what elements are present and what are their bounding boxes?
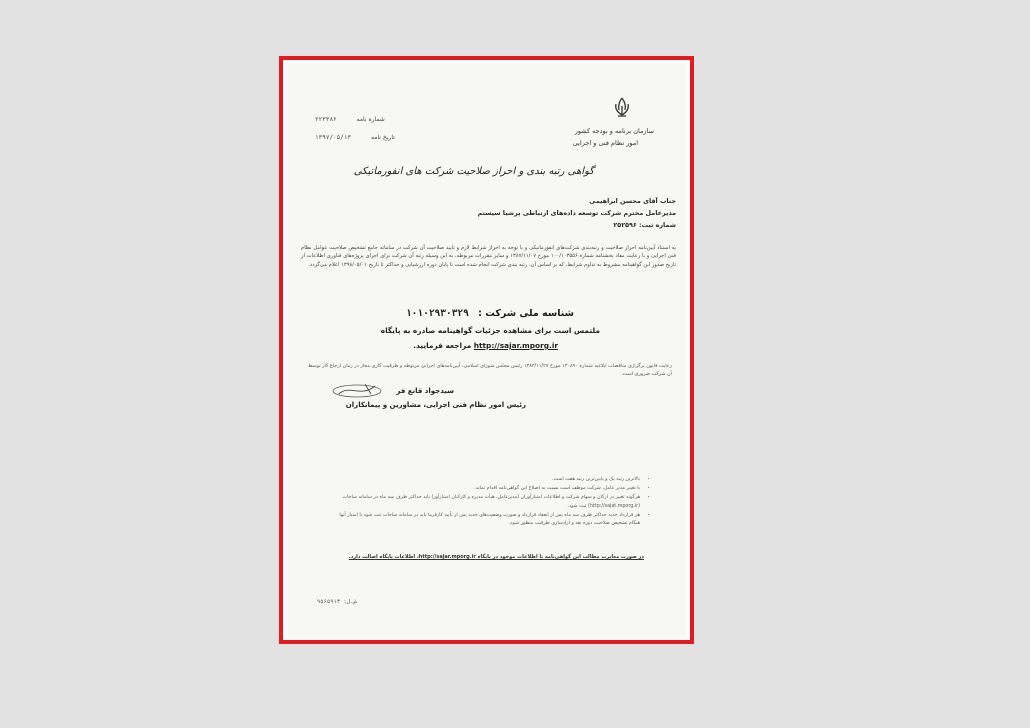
letter-date <box>315 134 395 141</box>
certificate-title: گواهی رتبه بندی و احراز صلاحیت شرکت های انفورماتیکی <box>353 166 594 177</box>
list-item: • هرگونه تغییر در ارکان و سهام شرکت و اطلاعات امتیازآوران (مدیرعامل، هیأت مدیره و کارکنان امتیازآور) باید حداکثر ظرف سه ماه در سامانه ساجات (http://sajat.mporg.ir) ثبت شود. <box>327 494 640 510</box>
iran-emblem-icon <box>610 96 634 118</box>
document-frame <box>279 56 694 644</box>
letter-number <box>315 116 385 123</box>
signatory-position: رئیس امور نظام فنی اجرایی، مشاورین و پیمانکاران <box>345 401 526 409</box>
addressee-name: جناب آقای محسن ابراهیمی <box>589 197 676 205</box>
letter-date-label: تاریخ نامه <box>371 134 395 141</box>
national-id <box>406 308 574 319</box>
certificate-body: به استناد آیین‌نامه احراز صلاحیت و رتبه‌بندی شرکت‌های انفورماتیکی و با توجه به احراز شرایط لازم و تایید صلاحیت آن شرکت در سامانه جامع تشخیص صلاحیت عوامل نظام فنی اجرایی و با رعایت مفاد بخشنامه شماره ۱۰۰/۱۰۳۵۵۶ مورخ ۱۳۸۷/۱۱/۰۷ و سایر مقررات مربوطه، به این وسیله رتبه آن شرکت برای اجرای پروژه‌های فناوری اطلاعات از تاریخ صدور این گواهینامه مشروط به تداوم شرایط، که بر اساس آن، رتبه بندی شرکت انجام شده است تا پایان دوره ارزشیابی و حداکثر تا تاریخ ۱۳۹۸/۰۵/۰۱ اعلام می‌گردد. <box>301 245 676 268</box>
national-id-label: شناسه ملی شرکت : <box>478 308 574 319</box>
list-item: • بالاترین رتبه یک و پایین‌ترین رتبه هفت است. <box>327 476 640 484</box>
registration-number: شماره ثبت: ۲۵۲۵۹۶ <box>613 221 676 229</box>
organization-name: سازمان برنامه و بودجه کشور <box>574 127 654 135</box>
sajar-link[interactable]: http://sajar.mporg.ir <box>473 341 558 350</box>
notes-list <box>327 476 650 529</box>
organization-department: امور نظام فنی و اجرایی <box>572 139 638 147</box>
letter-number-value: ۲۲۳۳۸۶ <box>315 116 337 123</box>
legal-note: رعایت قانون برگزاری مناقصات ابلاغیه شماره ۱۳۰۸۹۰ مورخ ۱۳۸۳/۱۱/۲۷ رئیس مجلس شورای اسلامی، آیین‌نامه‌های اجرایی مربوطه و ظرفیت کاری مجاز در زمان ارجاع کار توسط آن شرکت ضروری است. <box>307 363 672 377</box>
list-item: • هر قرارداد جدید حداکثر ظرف سه ماه پس از انعقاد قرارداد و صورت وضعیت‌های جدید پس از تأیید کارفرما باید در سامانه ساجات ثبت شود تا امتیاز آنها هنگام تشخیص صلاحیت دوره بعد و آزادسازی ظرفیت منظور شود. <box>327 512 640 528</box>
national-id-value: ۱۰۱۰۲۹۳۰۳۲۹ <box>405 308 469 319</box>
signature-mark <box>331 380 389 402</box>
signatory-name: سیدجواد قانع فر <box>396 387 454 395</box>
footer-note: در صورت مغایرت مطالب این گواهی‌نامه با اطلاعات موجود در پایگاه http://sajar.mporg.ir، اطلاعات پایگاه اصالت دارد. <box>348 554 644 560</box>
instruction-line: ملتمس است برای مشاهده جزئیات گواهینامه صادره به پایگاه <box>380 326 600 335</box>
letter-date-value: ۱۳۹۷/۰۵/۱۳ <box>315 134 352 141</box>
footer-code: ش.ل: ۹۵۶۵۹۱۳ <box>317 599 357 605</box>
certificate-document <box>287 64 686 636</box>
addressee-title: مدیرعامل محترم شرکت توسعه داده‌های ارتباطی پرشیا سیستم <box>477 209 676 217</box>
letter-number-label: شماره نامه <box>356 116 385 123</box>
instruction-link-line <box>413 341 558 350</box>
instruction-suffix: مراجعه فرمایید. <box>413 341 472 350</box>
list-item: • با تغییر مدیر عامل، شرکت موظف است نسبت به اصلاح این گواهی‌نامه اقدام نماید. <box>327 485 640 493</box>
